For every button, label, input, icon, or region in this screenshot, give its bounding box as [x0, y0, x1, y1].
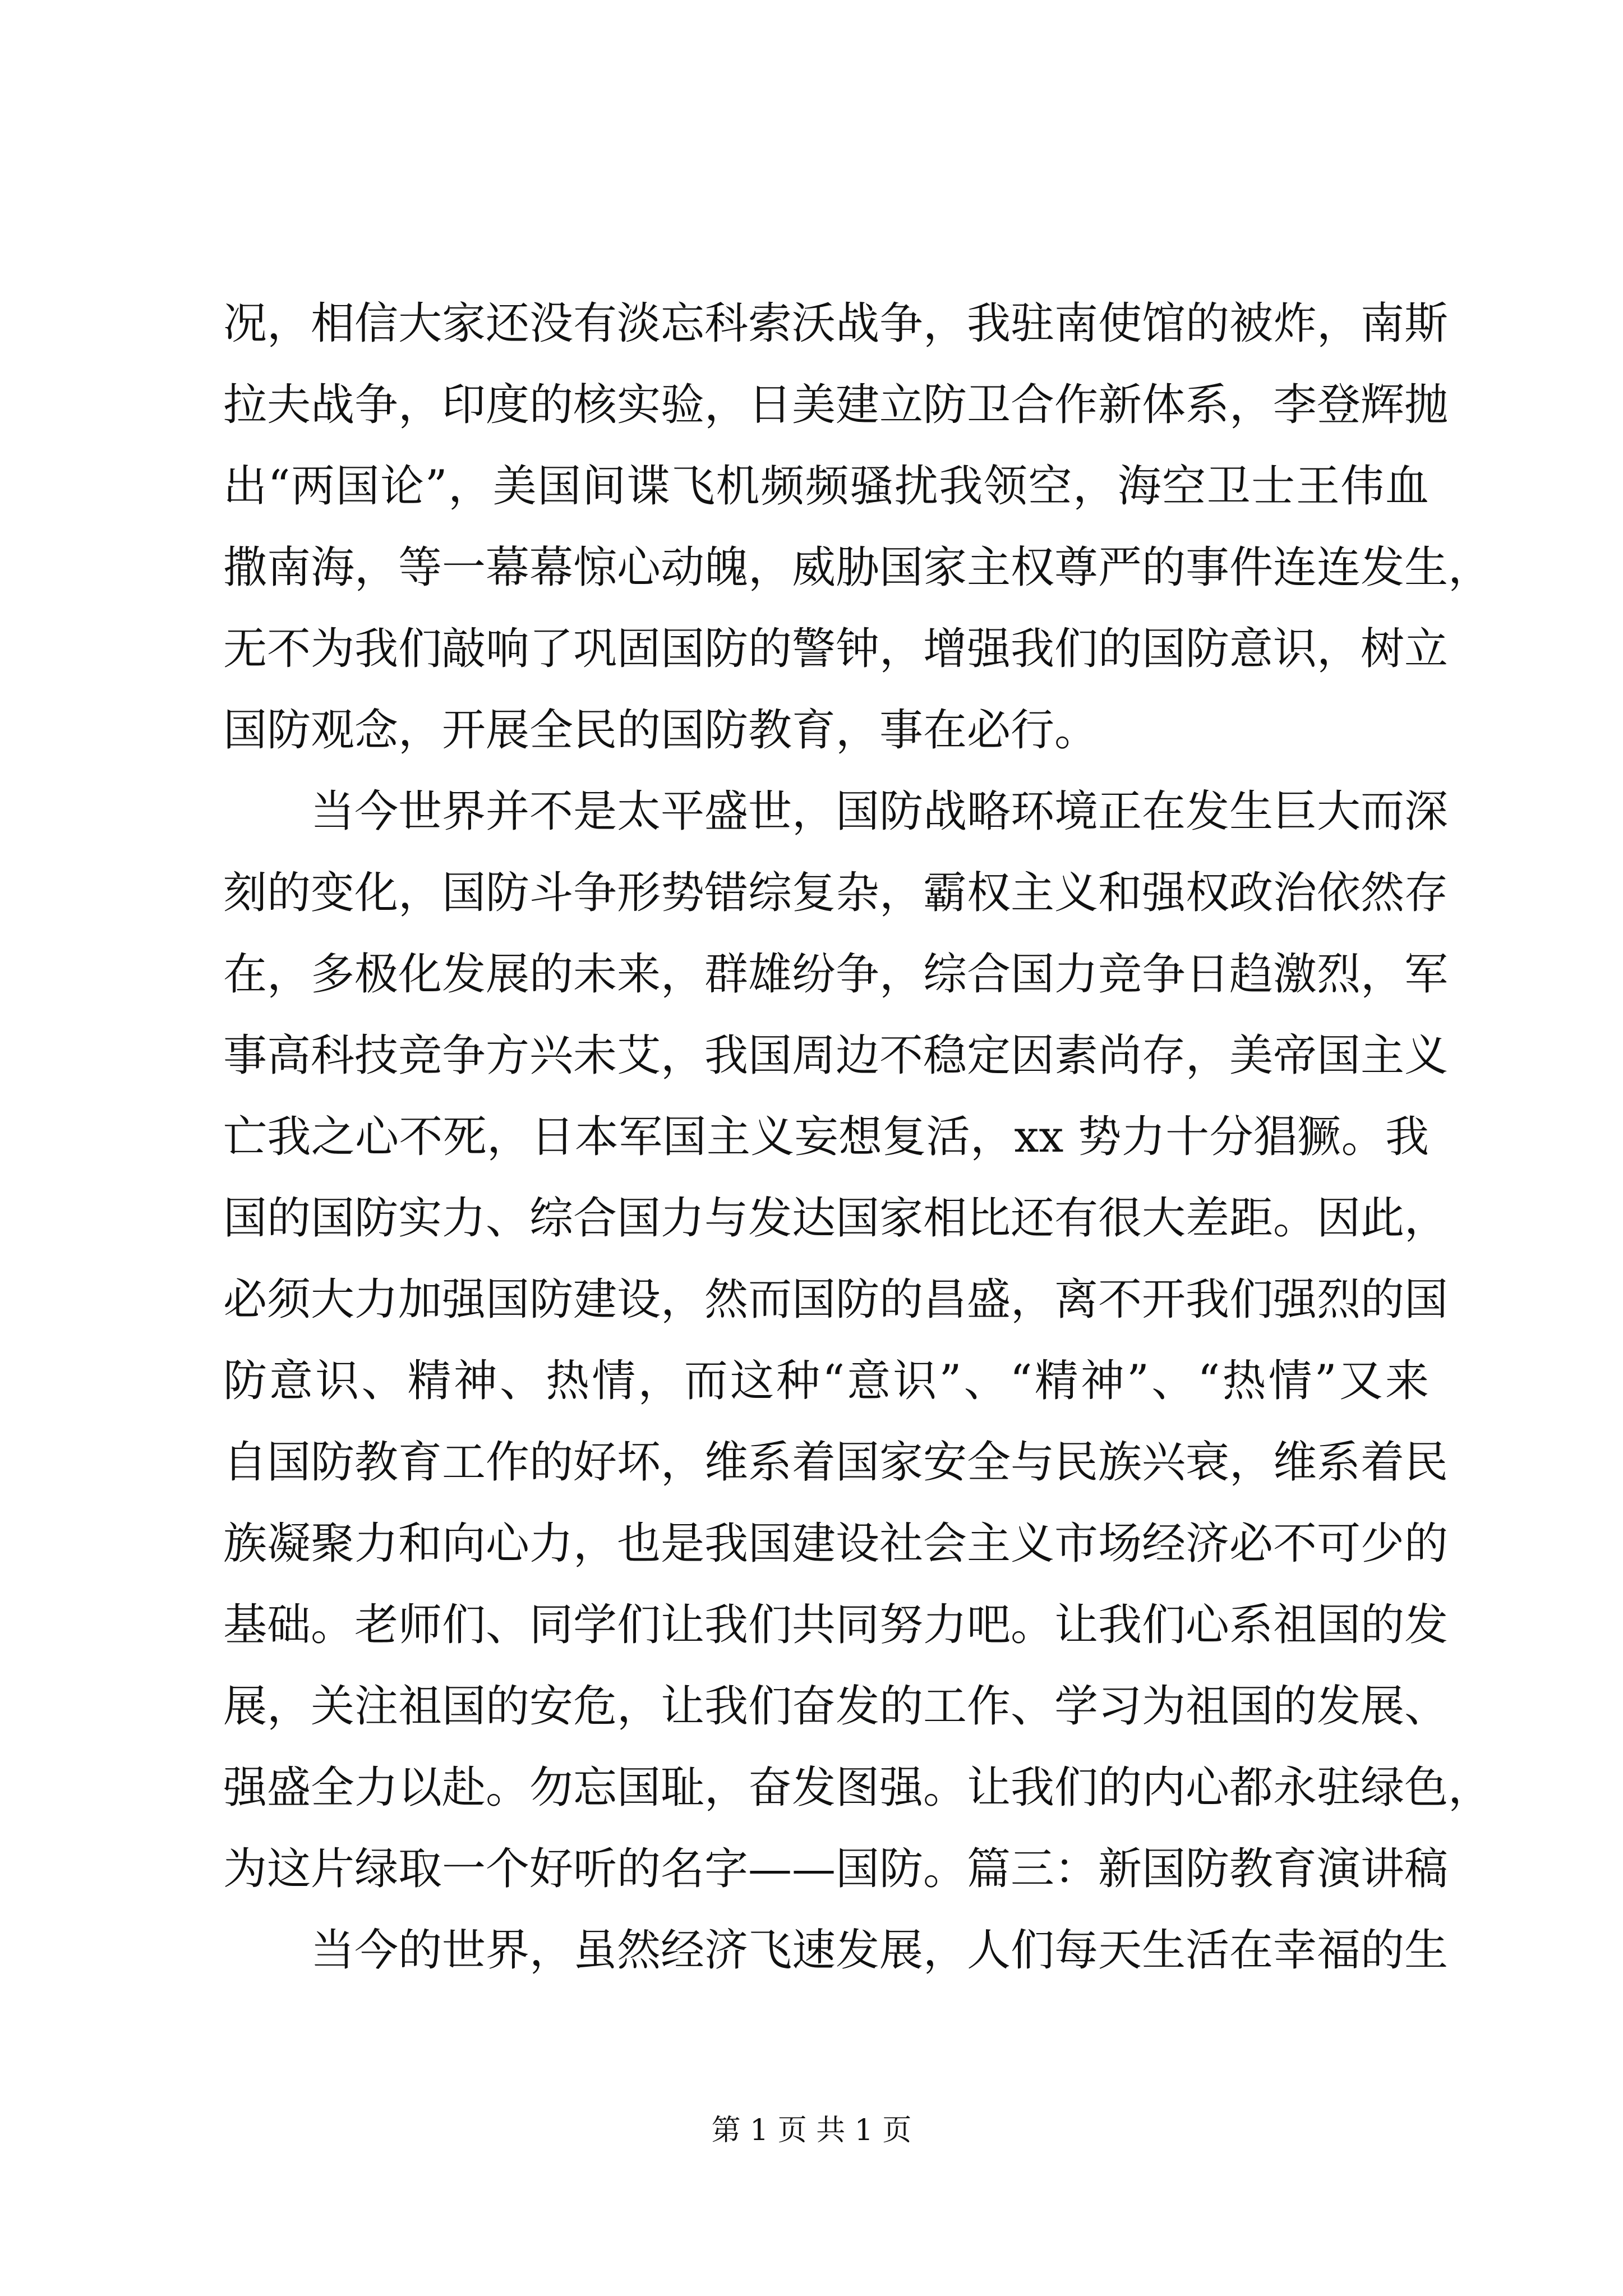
text-line: 强盛全力以赴。勿忘国耻，奋发图强。让我们的内心都永驻绿色，	[223, 1763, 1492, 1813]
text-line: 况，相信大家还没有淡忘科索沃战争，我驻南使馆的被炸，南斯	[223, 298, 1449, 349]
text-line: 亡我之心不死，日本军国主义妄想复活，xx 势力十分猖獗。我	[223, 1112, 1429, 1162]
document-body	[223, 283, 1492, 1991]
text-line: 为这片绿取一个好听的名字——国防。篇三：新国防教育演讲稿	[223, 1844, 1449, 1894]
page-footer: 第 1 页 共 1 页	[711, 2114, 912, 2147]
text-line: 基础。老师们、同学们让我们共同努力吧。让我们心系祖国的发	[223, 1600, 1449, 1650]
text-line: 在，多极化发展的未来，群雄纷争，综合国力竞争日趋激烈，军	[223, 949, 1449, 1000]
text-line: 必须大力加强国防建设，然而国防的昌盛，离不开我们强烈的国	[223, 1274, 1449, 1325]
text-line: 无不为我们敲响了巩固国防的警钟，增强我们的国防意识，树立	[223, 624, 1449, 674]
text-line: 防意识、精神、热情，而这种“意识”、“精神”、“热情”又来	[223, 1356, 1429, 1406]
text-line: 自国防教育工作的好坏，维系着国家安全与民族兴衰，维系着民	[223, 1437, 1449, 1488]
text-line: 当今的世界，虽然经济飞速发展，人们每天生活在幸福的生	[311, 1925, 1449, 1976]
text-line: 事高科技竞争方兴未艾，我国周边不稳定因素尚存，美帝国主义	[223, 1030, 1449, 1081]
text-line: 刻的变化，国防斗争形势错综复杂，霸权主义和强权政治依然存	[223, 868, 1449, 918]
text-line: 国的国防实力、综合国力与发达国家相比还有很大差距。因此，	[223, 1193, 1449, 1244]
text-line: 展，关注祖国的安危，让我们奋发的工作、学习为祖国的发展、	[223, 1681, 1449, 1732]
text-line: 拉夫战争，印度的核实验，日美建立防卫合作新体系，李登辉抛	[223, 380, 1449, 430]
text-line: 出“两国论”，美国间谍飞机频频骚扰我领空，海空卫士王伟血	[223, 461, 1429, 512]
text-line: 撒南海，等一幕幕惊心动魄，威胁国家主权尊严的事件连连发生，	[223, 542, 1492, 593]
text-line: 族凝聚力和向心力，也是我国建设社会主义市场经济必不可少的	[223, 1519, 1449, 1569]
text-line: 当今世界并不是太平盛世，国防战略环境正在发生巨大而深	[311, 786, 1449, 837]
text-line: 国防观念，开展全民的国防教育，事在必行。	[223, 705, 1099, 756]
